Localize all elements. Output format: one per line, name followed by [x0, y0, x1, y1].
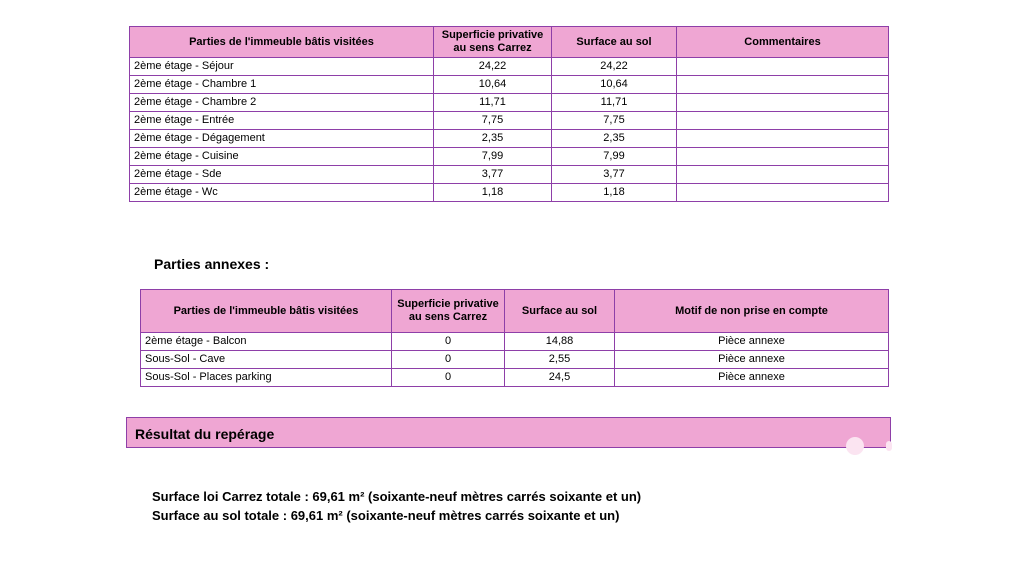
table-cell: 2ème étage - Dégagement	[130, 130, 434, 148]
table-cell: 11,71	[434, 94, 552, 112]
surfaces-table	[129, 26, 889, 202]
table-cell: 3,77	[434, 166, 552, 184]
table-cell: 2,35	[434, 130, 552, 148]
result-title: Résultat du repérage	[135, 426, 275, 442]
carrez-total-text: Surface loi Carrez totale : 69,61 m² (soixante-neuf mètres carrés soixante et un)	[152, 489, 642, 504]
table-cell: 3,77	[552, 166, 677, 184]
table-cell	[677, 58, 889, 76]
table-cell: 10,64	[552, 76, 677, 94]
table-cell: Sous-Sol - Places parking	[141, 369, 392, 387]
table-cell	[677, 94, 889, 112]
result-section-header	[126, 417, 891, 448]
table-cell	[677, 148, 889, 166]
header-sol: Surface au sol	[552, 27, 677, 58]
table-row	[141, 369, 889, 387]
table-header-row	[130, 27, 889, 58]
table-cell	[677, 184, 889, 202]
decorative-dot	[886, 441, 892, 451]
table-cell: 7,99	[552, 148, 677, 166]
table-row	[130, 94, 889, 112]
table-row	[130, 58, 889, 76]
table-header-row	[141, 290, 889, 333]
header-parties: Parties de l'immeuble bâtis visitées	[130, 27, 434, 58]
table-cell: 1,18	[552, 184, 677, 202]
table-cell: 24,22	[434, 58, 552, 76]
table-cell: 2,55	[505, 351, 615, 369]
table-cell: 2ème étage - Sde	[130, 166, 434, 184]
table-cell: 0	[392, 369, 505, 387]
table-cell: 11,71	[552, 94, 677, 112]
table-cell: 1,18	[434, 184, 552, 202]
annexes-table	[140, 289, 889, 387]
table-cell: 2ème étage - Entrée	[130, 112, 434, 130]
table-cell	[677, 76, 889, 94]
table-cell: 7,75	[552, 112, 677, 130]
annexes-title: Parties annexes :	[154, 256, 270, 272]
table-row	[130, 184, 889, 202]
table-row	[130, 76, 889, 94]
table-cell: 0	[392, 351, 505, 369]
header-motif: Motif de non prise en compte	[615, 290, 889, 333]
table-cell: 14,88	[505, 333, 615, 351]
table-cell: 2ème étage - Wc	[130, 184, 434, 202]
table-cell: 2ème étage - Balcon	[141, 333, 392, 351]
header-carrez: Superficie privative au sens Carrez	[392, 290, 505, 333]
header-carrez: Superficie privative au sens Carrez	[434, 27, 552, 58]
table-cell: Pièce annexe	[615, 351, 889, 369]
table-cell: 2,35	[552, 130, 677, 148]
table-cell: 7,99	[434, 148, 552, 166]
table-row	[130, 166, 889, 184]
table-cell: 0	[392, 333, 505, 351]
table-cell: 2ème étage - Chambre 1	[130, 76, 434, 94]
sol-total-text: Surface au sol totale : 69,61 m² (soixante-neuf mètres carrés soixante et un)	[152, 508, 620, 523]
table-cell: 24,22	[552, 58, 677, 76]
header-parties: Parties de l'immeuble bâtis visitées	[141, 290, 392, 333]
decorative-dot	[846, 437, 864, 455]
totals-block	[152, 487, 641, 525]
header-sol: Surface au sol	[505, 290, 615, 333]
table-cell: 2ème étage - Cuisine	[130, 148, 434, 166]
table-cell: 24,5	[505, 369, 615, 387]
table-cell: Pièce annexe	[615, 369, 889, 387]
table-row	[130, 130, 889, 148]
table-cell: 2ème étage - Chambre 2	[130, 94, 434, 112]
table-cell	[677, 166, 889, 184]
table-row	[130, 148, 889, 166]
table-cell	[677, 130, 889, 148]
table-cell: 7,75	[434, 112, 552, 130]
table-row	[130, 112, 889, 130]
header-commentaires: Commentaires	[677, 27, 889, 58]
table-cell: 2ème étage - Séjour	[130, 58, 434, 76]
table-cell	[677, 112, 889, 130]
table-row	[141, 333, 889, 351]
table-cell: 10,64	[434, 76, 552, 94]
table-cell: Sous-Sol - Cave	[141, 351, 392, 369]
table-cell: Pièce annexe	[615, 333, 889, 351]
table-row	[141, 351, 889, 369]
